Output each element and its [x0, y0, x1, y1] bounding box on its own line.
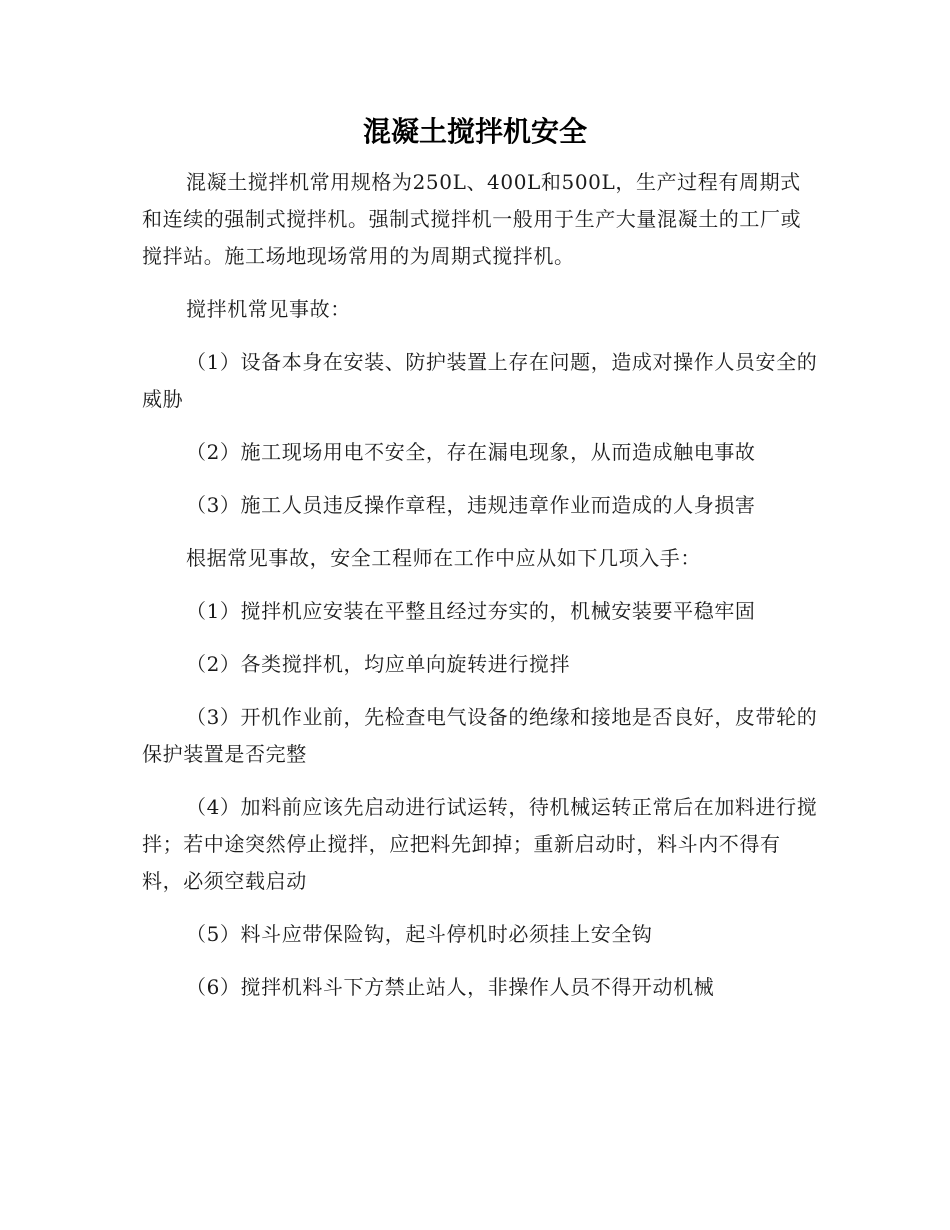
measure-item-2: （2）各类搅拌机，均应单向旋转进行搅拌	[186, 652, 571, 676]
measures-heading: 根据常见事故，安全工程师在工作中应从如下几项入手：	[186, 546, 701, 570]
accident-item-3: （3）施工人员违反操作章程，违规违章作业而造成的人身损害	[186, 493, 756, 517]
measure-item-6: （6）搅拌机料斗下方禁止站人，非操作人员不得开动机械	[186, 975, 715, 999]
document-title: 混凝土搅拌机安全	[362, 115, 587, 148]
measure-item-3: （3）开机作业前，先检查电气设备的绝缘和接地是否良好，皮带轮的保护装置是否完整	[142, 705, 818, 766]
intro-paragraph: 混凝土搅拌机常用规格为250L、400L和500L，生产过程有周期式和连续的强制式搅拌机。强制式搅拌机一般用于生产大量混凝土的工厂或搅拌站。施工场地现场常用的为周期式搅拌机。	[142, 170, 802, 268]
document-body	[142, 164, 818, 1022]
accidents-heading: 搅拌机常见事故：	[186, 297, 351, 321]
accident-item-2: （2）施工现场用电不安全，存在漏电现象，从而造成触电事故	[186, 440, 756, 464]
accident-item-1: （1）设备本身在安装、防护装置上存在问题，造成对操作人员安全的威胁	[142, 350, 818, 411]
measure-item-5: （5）料斗应带保险钩，起斗停机时必须挂上安全钩	[186, 922, 653, 946]
measure-item-1: （1）搅拌机应安装在平整且经过夯实的，机械安装要平稳牢固	[186, 599, 756, 623]
measure-item-4: （4）加料前应该先启动进行试运转，待机械运转正常后在加料进行搅拌；若中途突然停止搅拌，应把料先卸掉；重新启动时，料斗内不得有料，必须空载启动	[142, 795, 818, 893]
